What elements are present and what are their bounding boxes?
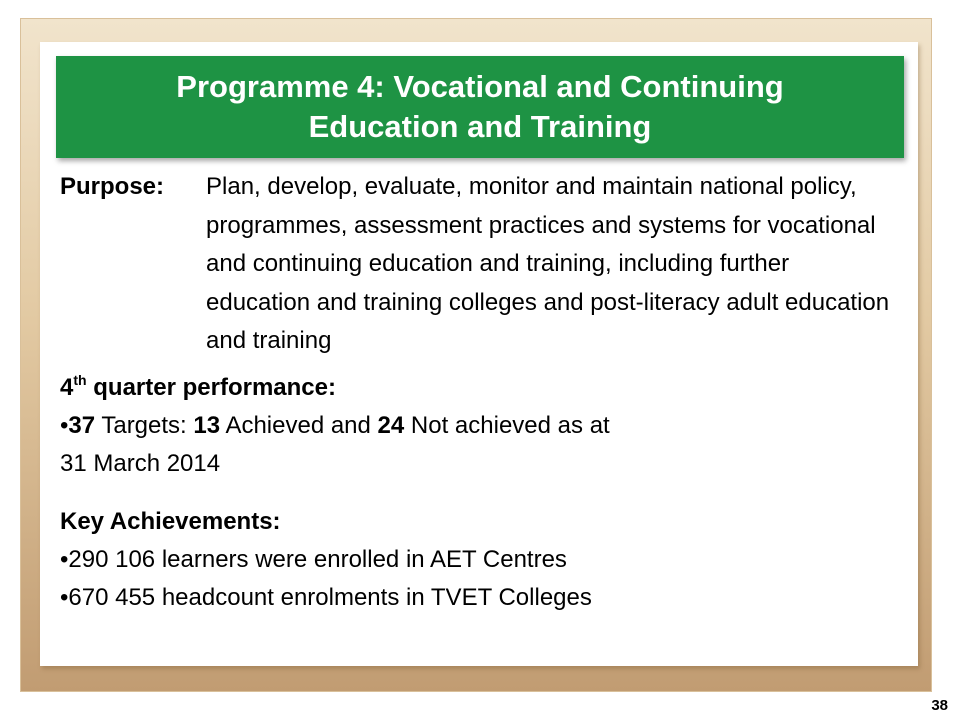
- achieved-count: 13: [193, 411, 221, 439]
- purpose-block: [60, 168, 900, 361]
- purpose-text: Plan, develop, evaluate, monitor and maintain national policy, programmes, assessment practices and systems for vocational and continuing education and training, including further education and training colleges and post-literacy adult education and training: [206, 173, 890, 354]
- performance-section: [60, 369, 900, 483]
- page-number: 38: [931, 697, 948, 714]
- not-achieved-count: 24: [377, 411, 405, 439]
- performance-heading: 4th quarter performance:: [60, 371, 336, 401]
- achievements-section: [60, 503, 900, 617]
- targets-count: 37: [68, 411, 96, 439]
- targets-bullet: •37 Targets: 13 Achieved and 24 Not achieved as at: [60, 411, 610, 439]
- slide-content: [60, 168, 900, 617]
- performance-date: 31 March 2014: [60, 449, 221, 477]
- achievement-item: •290 106 learners were enrolled in AET Centres: [60, 545, 567, 573]
- achievement-item: •670 455 headcount enrolments in TVET Colleges: [60, 583, 592, 611]
- purpose-label: Purpose:: [60, 173, 165, 200]
- title-banner: [56, 56, 904, 158]
- achievements-heading: Key Achievements:: [60, 507, 281, 535]
- slide-title: Programme 4: Vocational and Continuing Education and Training: [176, 69, 784, 144]
